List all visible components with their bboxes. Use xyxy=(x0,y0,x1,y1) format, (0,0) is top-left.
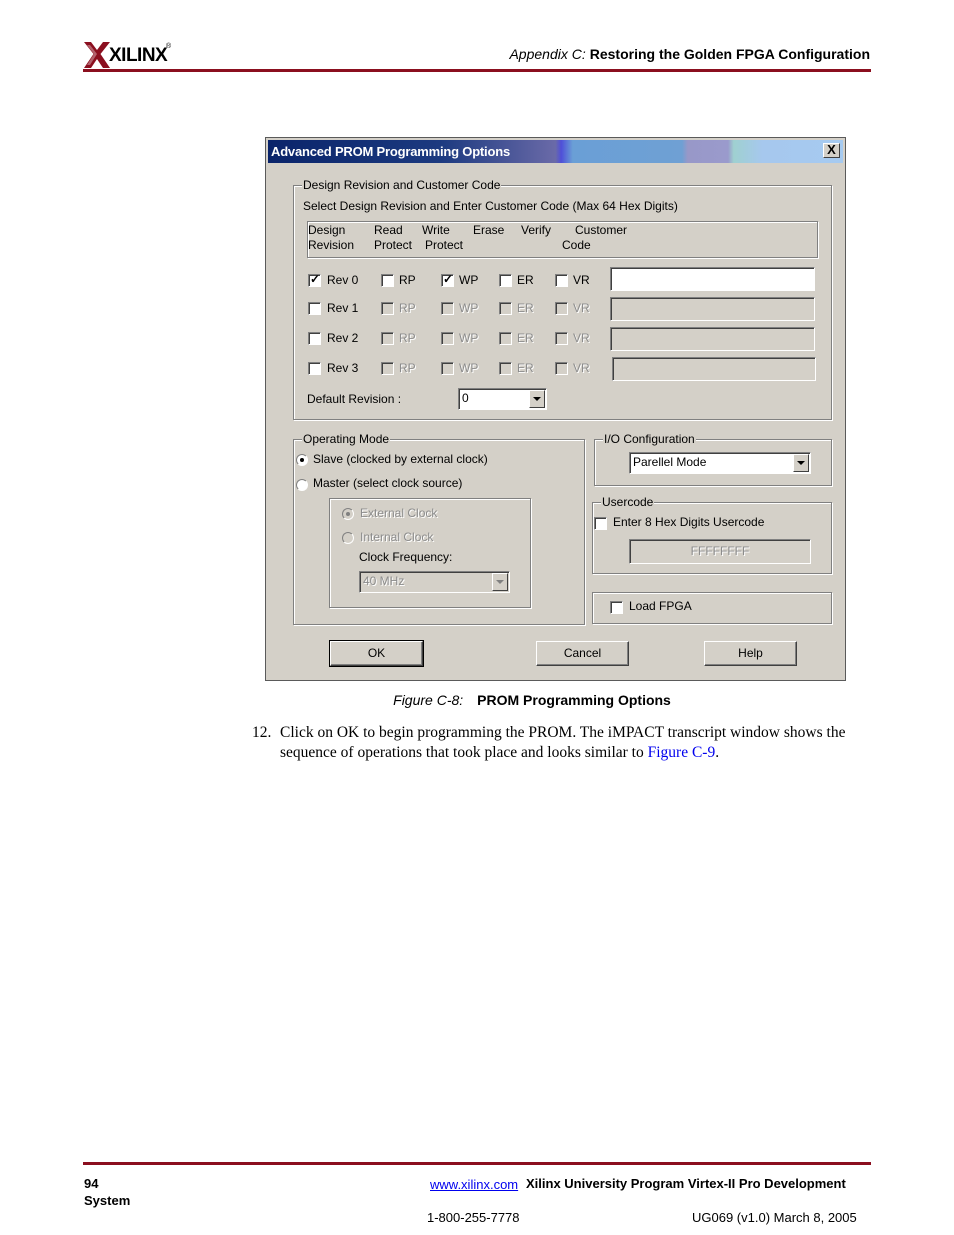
col-verify: Verify xyxy=(521,223,552,237)
rev1-customer-code-input xyxy=(610,297,815,321)
col-design: Design xyxy=(308,223,346,237)
figure-link[interactable]: Figure C-9 xyxy=(647,744,716,761)
rev0-vr-label: VR xyxy=(573,273,590,287)
radio-dot-icon xyxy=(346,512,350,516)
clock-frequency-label: Clock Frequency: xyxy=(359,550,453,564)
rev2-vr-checkbox xyxy=(555,332,568,345)
design-instruction: Select Design Revision and Enter Customer Code (Max 64 Hex Digits) xyxy=(303,199,678,213)
rev0-er-label: ER xyxy=(517,273,534,287)
rev0-checkbox[interactable] xyxy=(308,274,321,287)
step-number: 12. xyxy=(252,724,272,741)
default-revision-select[interactable] xyxy=(458,388,547,410)
section-title: Restoring the Golden FPGA Configuration xyxy=(589,46,870,62)
col-read-protect: Protect xyxy=(374,238,413,252)
io-mode-value: Parellel Mode xyxy=(633,455,707,469)
rev2-vr-label: VR xyxy=(573,331,590,345)
radio-dot-icon xyxy=(300,458,304,462)
xilinx-logo xyxy=(84,40,184,70)
slave-label: Slave (clocked by external clock) xyxy=(313,452,488,466)
rev2-label: Rev 2 xyxy=(327,331,359,345)
col-write: Write xyxy=(422,223,450,237)
prom-options-dialog xyxy=(265,137,846,681)
rev2-rp-label: RP xyxy=(399,331,416,345)
website-link[interactable]: www.xilinx.com xyxy=(430,1177,519,1192)
rev3-rp-checkbox xyxy=(381,362,394,375)
rev1-er-label: ER xyxy=(517,301,534,315)
xilinx-x-icon xyxy=(84,42,110,68)
rev3-checkbox[interactable] xyxy=(308,362,321,375)
rev3-vr-checkbox xyxy=(555,362,568,375)
rev2-er-checkbox xyxy=(499,332,512,345)
registered-mark: ® xyxy=(166,43,172,50)
rev3-er-label: ER xyxy=(517,361,534,375)
step-text-end: . xyxy=(715,744,720,761)
doc-id: UG069 (v1.0) March 8, 2005 xyxy=(692,1210,857,1225)
rev0-rp-label: RP xyxy=(399,273,416,287)
rev0-rp-checkbox[interactable] xyxy=(381,274,394,287)
rev3-label: Rev 3 xyxy=(327,361,359,375)
rev3-wp-label: WP xyxy=(459,361,479,375)
operating-mode-legend: Operating Mode xyxy=(303,432,390,446)
col-code: Code xyxy=(562,238,591,252)
rev0-er-checkbox[interactable] xyxy=(499,274,512,287)
clock-frequency-select xyxy=(359,571,510,593)
rev2-wp-checkbox xyxy=(441,332,454,345)
rev1-wp-label: WP xyxy=(459,301,479,315)
rev2-rp-checkbox xyxy=(381,332,394,345)
load-fpga-group xyxy=(592,592,832,624)
appendix-label: Appendix C: xyxy=(509,46,586,62)
step-text xyxy=(280,723,872,763)
rev1-label: Rev 1 xyxy=(327,301,359,315)
check-icon: ✓ xyxy=(443,272,454,286)
rev1-checkbox[interactable] xyxy=(308,302,321,315)
usercode-checkbox[interactable] xyxy=(594,517,607,530)
rev2-er-label: ER xyxy=(517,331,534,345)
help-button[interactable]: Help xyxy=(704,641,797,666)
dialog-titlebar[interactable] xyxy=(268,140,843,163)
check-icon: ✓ xyxy=(310,272,321,286)
rev2-customer-code-input xyxy=(610,327,815,351)
header-rule xyxy=(83,69,871,72)
rev3-vr-label: VR xyxy=(573,361,590,375)
chevron-down-icon[interactable] xyxy=(529,390,545,408)
usercode-legend: Usercode xyxy=(602,495,654,509)
internal-clock-label: Internal Clock xyxy=(360,530,434,544)
rev3-customer-code-input xyxy=(612,357,816,381)
dialog-title: Advanced PROM Programming Options xyxy=(271,144,510,159)
external-clock-radio xyxy=(342,508,354,520)
rev1-vr-checkbox xyxy=(555,302,568,315)
rev2-wp-label: WP xyxy=(459,331,479,345)
rev1-rp-label: RP xyxy=(399,301,416,315)
io-configuration-legend: I/O Configuration xyxy=(604,432,695,446)
master-label: Master (select clock source) xyxy=(313,476,463,490)
clock-frequency-value: 40 MHz xyxy=(363,574,405,588)
ok-button[interactable]: OK xyxy=(330,641,423,666)
internal-clock-radio xyxy=(342,532,354,544)
close-button[interactable] xyxy=(823,143,840,158)
rev0-label: Rev 0 xyxy=(327,273,359,287)
col-read: Read xyxy=(374,223,403,237)
rev0-wp-label: WP xyxy=(459,273,479,287)
design-revision-legend: Design Revision and Customer Code xyxy=(303,178,501,192)
rev0-vr-checkbox[interactable] xyxy=(555,274,568,287)
figure-title: PROM Programming Options xyxy=(477,692,671,708)
step-text-body: Click on OK to begin programming the PROM. The iMPACT transcript window shows the sequence of operations that took place and looks similar to xyxy=(280,724,846,761)
rev1-wp-checkbox xyxy=(441,302,454,315)
rev2-checkbox[interactable] xyxy=(308,332,321,345)
doc-title-cont: System xyxy=(84,1193,131,1208)
default-revision-value: 0 xyxy=(462,391,469,405)
rev3-rp-label: RP xyxy=(399,361,416,375)
col-write-protect: Protect xyxy=(425,238,464,252)
rev3-er-checkbox xyxy=(499,362,512,375)
io-mode-select[interactable] xyxy=(629,452,811,474)
header-title xyxy=(509,46,870,62)
rev0-wp-checkbox[interactable] xyxy=(441,274,454,287)
figure-number: Figure C-8: xyxy=(393,692,464,708)
doc-title: Xilinx University Program Virtex-II Pro Development xyxy=(526,1176,846,1191)
footer-rule xyxy=(83,1162,871,1165)
close-icon: X xyxy=(827,142,836,157)
col-customer: Customer xyxy=(575,223,628,237)
usercode-input xyxy=(629,539,811,564)
rev1-rp-checkbox xyxy=(381,302,394,315)
col-erase: Erase xyxy=(473,223,505,237)
load-fpga-checkbox[interactable] xyxy=(610,601,623,614)
master-radio[interactable] xyxy=(296,479,308,491)
phone-number: 1-800-255-7778 xyxy=(427,1210,520,1225)
usercode-value: FFFFFFFF xyxy=(690,544,750,558)
usercode-checkbox-label: Enter 8 Hex Digits Usercode xyxy=(613,515,765,529)
cancel-button[interactable]: Cancel xyxy=(536,641,629,666)
figure-caption xyxy=(0,692,954,708)
chevron-down-icon[interactable] xyxy=(793,454,809,472)
rev3-wp-checkbox xyxy=(441,362,454,375)
load-fpga-label: Load FPGA xyxy=(629,599,692,613)
external-clock-label: External Clock xyxy=(360,506,438,520)
rev1-vr-label: VR xyxy=(573,301,590,315)
page-number: 94 xyxy=(84,1176,99,1191)
rev1-er-checkbox xyxy=(499,302,512,315)
rev0-customer-code-input[interactable] xyxy=(610,267,815,291)
slave-radio[interactable] xyxy=(296,454,308,466)
default-revision-label: Default Revision : xyxy=(307,392,402,406)
col-revision: Revision xyxy=(308,238,355,252)
chevron-down-icon xyxy=(492,573,508,591)
logo-text: XILINX xyxy=(109,45,168,66)
